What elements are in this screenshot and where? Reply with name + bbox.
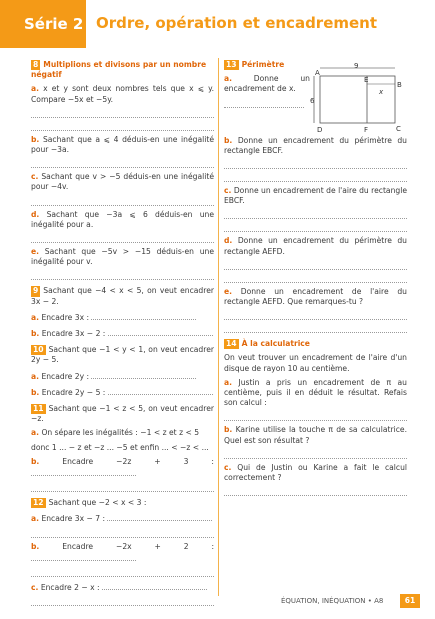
question-label: b. xyxy=(31,134,40,144)
question-label: a. xyxy=(224,377,233,387)
left-column xyxy=(31,60,214,612)
question-label: b. xyxy=(31,387,40,397)
answer-line[interactable] xyxy=(224,322,407,333)
question-text: Donne un encadrement du périmètre du rectangle AEFD. xyxy=(224,236,407,256)
exercise-intro: Sachant que −1 < y < 1, on veut encadrer 2y − 5. xyxy=(31,345,214,365)
question-text: Justin a pris un encadrement de π au centième, puis il en déduit le résultat. Refais son calcul : xyxy=(224,377,407,408)
question-label: e. xyxy=(224,286,233,296)
question-text: donc 1 ... − z et −z ... −5 et enfin ... < −z < ... xyxy=(31,442,209,452)
vertex-D: D xyxy=(317,126,323,134)
answer-line[interactable] xyxy=(224,208,407,219)
question-label: e. xyxy=(31,247,40,257)
exercise-9 xyxy=(31,286,214,339)
exercise-intro: On veut trouver un encadrement de l'aire d'un disque de rayon 10 au centième. xyxy=(224,353,407,373)
vertex-F: F xyxy=(364,126,369,134)
answer-line[interactable] xyxy=(91,311,196,320)
vertex-C: C xyxy=(396,125,401,133)
exercise-number: 9 xyxy=(33,286,39,296)
answer-line[interactable] xyxy=(31,157,214,168)
answer-line[interactable] xyxy=(224,221,407,232)
right-column xyxy=(224,60,407,502)
question-text: Qui de Justin ou Karine a fait le calcul correctement ? xyxy=(224,462,408,483)
page-header xyxy=(0,0,435,48)
page-title: Ordre, opération et encadrement xyxy=(96,14,378,32)
answer-line[interactable] xyxy=(31,481,214,492)
answer-line[interactable] xyxy=(31,566,214,577)
question-label: b. xyxy=(31,541,40,551)
vertex-A: A xyxy=(315,69,320,77)
question-text: Encadre 3x − 2 : xyxy=(41,329,108,339)
question-label: d. xyxy=(224,236,233,246)
page-number: 61 xyxy=(400,594,420,608)
answer-line[interactable] xyxy=(224,309,407,320)
exercise-intro: Sachant que −2 < x < 3 : xyxy=(48,498,147,508)
question-label: b. xyxy=(224,425,233,435)
answer-line[interactable] xyxy=(91,370,196,379)
answer-line[interactable] xyxy=(102,581,207,590)
question-label: a. xyxy=(31,312,40,322)
question-label: b. xyxy=(224,135,233,145)
answer-line[interactable] xyxy=(224,259,407,270)
exercise-number: 8 xyxy=(33,60,39,69)
question-text: Sachant que −3a ⩽ 6 déduis-en une inégalité pour a. xyxy=(31,209,214,229)
label-x: x xyxy=(379,88,384,96)
question-label: a. xyxy=(31,514,40,524)
exercise-13 xyxy=(224,60,407,333)
answer-line[interactable] xyxy=(224,158,407,169)
exercise-title: À la calculatrice xyxy=(241,339,310,349)
answer-line[interactable] xyxy=(31,527,214,538)
question-text: Encadre 2y : xyxy=(41,371,92,381)
question-label: c. xyxy=(224,462,232,472)
vertex-E: E xyxy=(364,76,369,84)
question-text: Encadre −2z + 3 : xyxy=(62,456,214,466)
exercise-number: 13 xyxy=(226,60,237,69)
exercise-14 xyxy=(224,339,407,496)
answer-line[interactable] xyxy=(224,97,304,108)
answer-line[interactable] xyxy=(224,410,407,421)
question-text: Sachant que a ⩽ 4 déduis-en une inégalité pour −3a. xyxy=(31,134,214,155)
question-label: c. xyxy=(31,583,39,593)
answer-line[interactable] xyxy=(107,512,212,521)
answer-line[interactable] xyxy=(224,272,407,283)
exercise-8 xyxy=(31,60,214,280)
question-text: Encadre 2 − x : xyxy=(40,583,103,593)
question-text: Sachant que −5v > −15 déduis-en une inégalité pour v. xyxy=(31,247,215,267)
answer-line[interactable] xyxy=(31,120,214,131)
answer-line[interactable] xyxy=(31,467,136,476)
answer-line[interactable] xyxy=(31,552,136,561)
exercise-number: 12 xyxy=(33,498,44,508)
rectangle-figure xyxy=(312,62,407,134)
question-label: b. xyxy=(31,329,40,339)
question-label: b. xyxy=(31,456,40,466)
question-text: x et y sont deux nombres tels que x ⩽ y. Compare −5x et −5y. xyxy=(31,84,214,104)
question-label: c. xyxy=(31,172,39,182)
exercise-12 xyxy=(31,498,214,606)
exercise-title: Multiplions et divisons par un nombre négatif xyxy=(31,60,207,80)
exercise-number: 11 xyxy=(33,404,44,414)
question-text: Encadre −2x + 2 : xyxy=(62,541,214,551)
question-label: c. xyxy=(224,186,232,196)
question-text: Encadre 3x − 7 : xyxy=(41,514,108,524)
question-label: a. xyxy=(224,74,233,84)
exercise-number: 10 xyxy=(33,345,44,355)
footer-chapter: ÉQUATION, INÉQUATION • A8 xyxy=(281,597,384,605)
question-text: On sépare les inégalités : −1 < z et z < 5 xyxy=(41,428,200,438)
question-text: Encadre 2y − 5 : xyxy=(41,387,108,397)
question-label: a. xyxy=(31,371,40,381)
answer-line[interactable] xyxy=(224,171,407,182)
exercise-title: Périmètre xyxy=(241,60,285,69)
exercise-intro: Sachant que −1 < z < 5, on veut encadrer −z. xyxy=(31,404,214,424)
vertex-B: B xyxy=(397,81,402,89)
answer-line[interactable] xyxy=(31,107,214,118)
question-label: d. xyxy=(31,209,40,219)
answer-line[interactable] xyxy=(31,595,214,606)
question-text: Donne un encadrement de l'aire du rectangle EBCF. xyxy=(224,186,407,206)
question-text: Encadre 3x : xyxy=(41,312,92,322)
answer-line[interactable] xyxy=(224,448,407,459)
exercise-10 xyxy=(31,345,214,398)
question-text: Karine utilise la touche π de sa calculatrice. Quel est son résultat ? xyxy=(224,425,407,445)
label-top-length: 9 xyxy=(354,62,359,70)
answer-line[interactable] xyxy=(108,327,213,336)
serie-badge: Série 2 xyxy=(0,0,86,48)
question-label: a. xyxy=(31,84,40,94)
question-text: Donne un encadrement du périmètre du rectangle EBCF. xyxy=(224,135,407,155)
exercise-number: 14 xyxy=(226,339,237,349)
exercise-11 xyxy=(31,404,214,492)
exercise-intro: Sachant que −4 < x < 5, on veut encadrer 3x − 2. xyxy=(31,286,214,306)
column-divider xyxy=(218,58,219,596)
question-text: Donne un encadrement de l'aire du rectangle AEFD. Que remarques-tu ? xyxy=(224,286,407,307)
answer-line[interactable] xyxy=(224,485,407,496)
answer-line[interactable] xyxy=(108,386,213,395)
answer-line[interactable] xyxy=(31,232,214,243)
question-text: Donne un encadrement de x. xyxy=(224,74,310,94)
answer-line[interactable] xyxy=(31,195,214,206)
label-left-length: 6 xyxy=(310,97,315,105)
question-text: Sachant que v > −5 déduis-en une inégalité pour −4v. xyxy=(31,172,214,192)
question-label: a. xyxy=(31,428,40,438)
answer-line[interactable] xyxy=(31,269,214,280)
